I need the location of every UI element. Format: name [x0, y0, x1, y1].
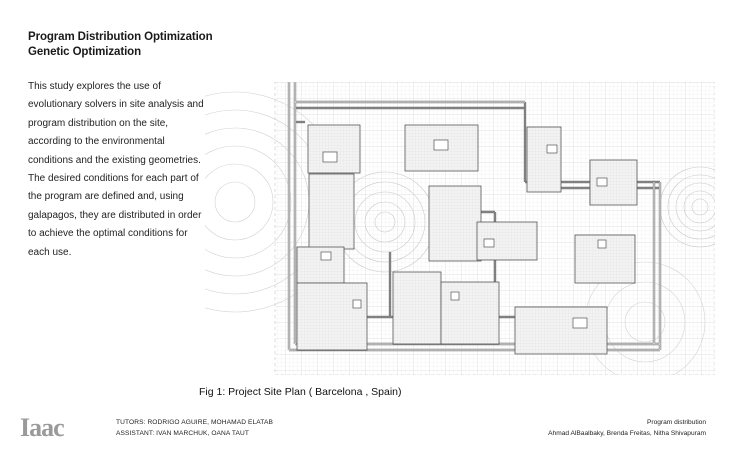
page-title [28, 30, 213, 60]
marker-7 [598, 240, 606, 248]
site-plan-diagram [205, 82, 715, 375]
iaac-logo [20, 412, 100, 442]
marker-3 [547, 145, 557, 153]
figure-caption: Fig 1: Project Site Plan ( Barcelona , Spain) [199, 386, 402, 398]
program-label: Program distribution [646, 419, 706, 426]
program-box-13 [515, 307, 607, 354]
program-box-10 [297, 283, 367, 350]
tutors-line: TUTORS: RODRIGO AGUIRE, MOHAMAD ELATAB [116, 419, 273, 426]
program-box-8 [297, 247, 344, 283]
program-box-4 [527, 127, 561, 192]
marker-8 [353, 300, 361, 308]
marker-4 [597, 178, 607, 186]
title-line-2: Genetic Optimization [28, 46, 142, 58]
svg-text:Iaac: Iaac [20, 413, 64, 442]
program-block [548, 418, 706, 440]
program-box-6 [429, 186, 481, 261]
program-box-1 [308, 125, 360, 173]
program-box-12 [441, 282, 499, 344]
description-text: This study explores the use of evolutionary solvers in site analysis and program distribution on the site, according to the environmental conditions and the existing geometries. The desired conditions for each part of the program are defined and, using galapagos, they are distributed in order to achieve the optimal conditions for each use. [28, 81, 204, 258]
marker-2 [434, 140, 448, 150]
marker-10 [573, 318, 587, 328]
marker-9 [451, 292, 459, 300]
marker-1 [323, 152, 337, 162]
marker-6 [321, 252, 331, 260]
authors-line: Ahmad AlBaalbaky, Brenda Freitas, Nitha Shivapuram [548, 429, 706, 437]
assistants-line: ASSISTANT: IVAN MARCHUK, OANA TAUT [116, 429, 249, 437]
marker-5 [484, 239, 494, 247]
title-line-1: Program Distribution Optimization [28, 31, 213, 43]
program-box-3 [309, 174, 354, 249]
credits-block [116, 418, 273, 440]
program-box-11 [393, 272, 441, 344]
